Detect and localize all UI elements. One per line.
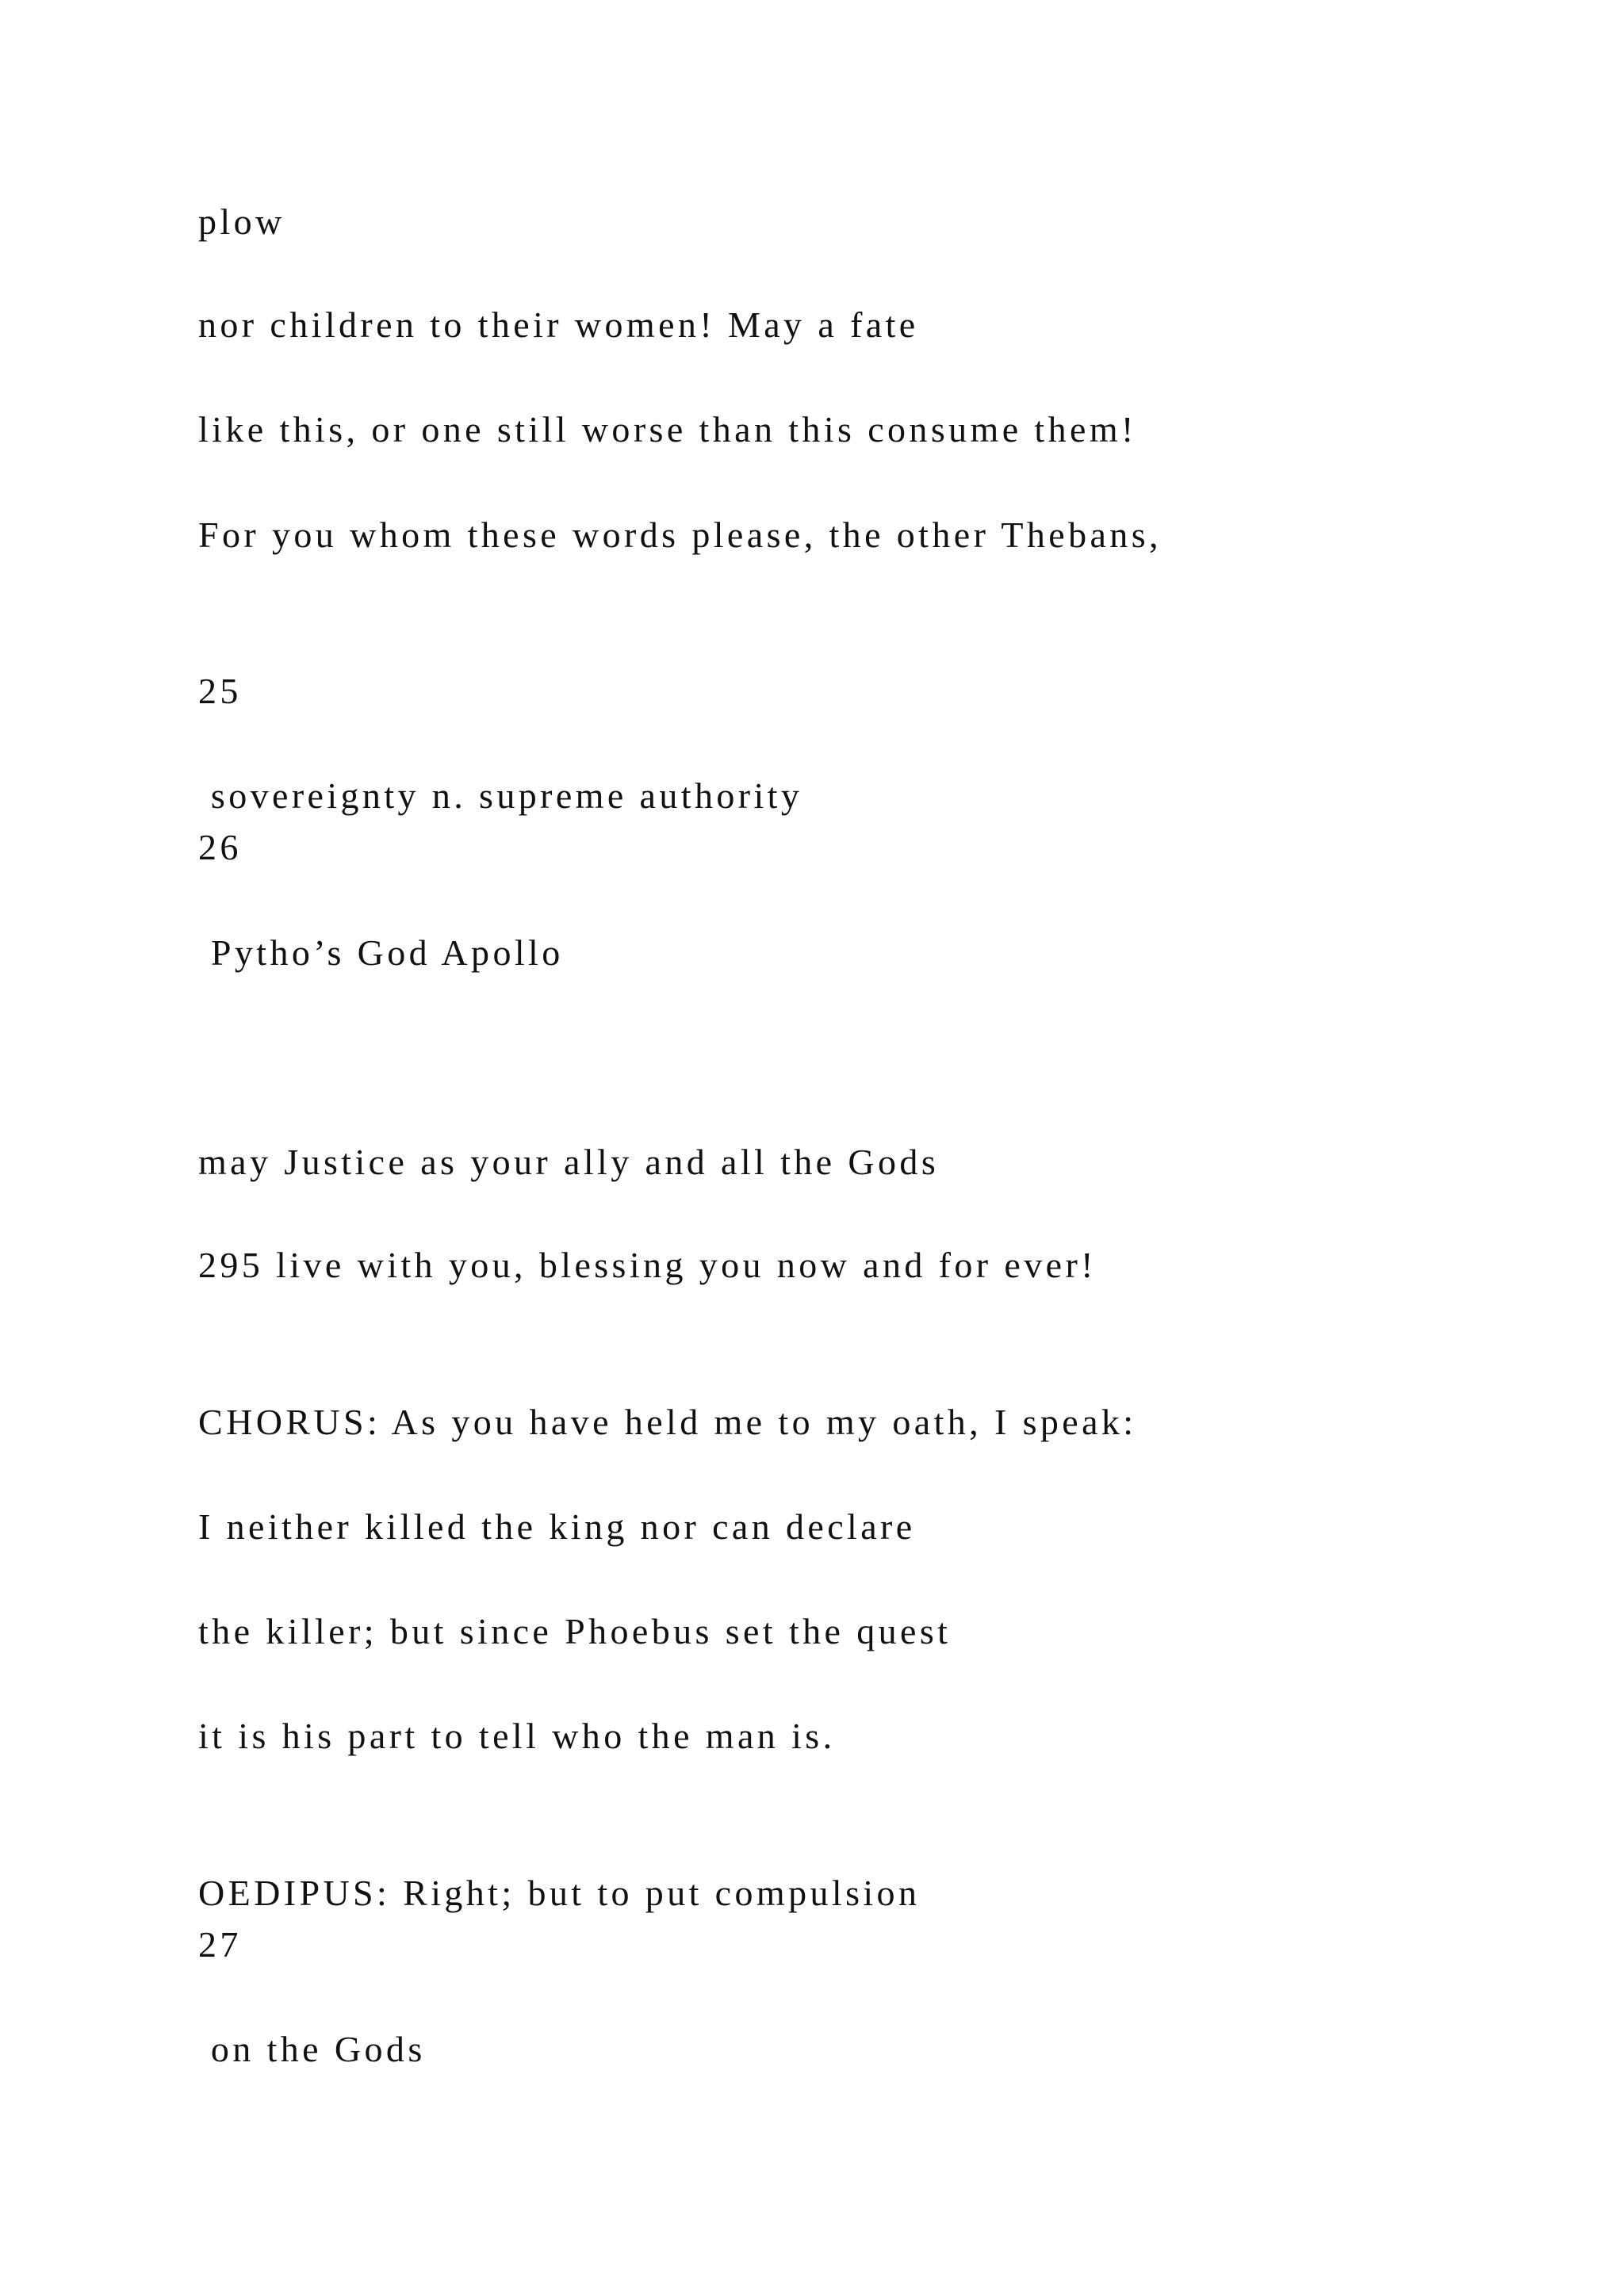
footnote-number: 26 [198, 827, 242, 867]
text-line: CHORUS: As you have held me to my oath, I speak: [198, 1402, 1137, 1442]
text-line: nor children to their women! May a fate [198, 304, 919, 345]
footnote-text: Pytho’s God Apollo [198, 932, 564, 973]
text-line: may Justice as your ally and all the Gods [198, 1142, 940, 1182]
text-line: For you whom these words please, the other Thebans, [198, 515, 1162, 555]
footnote-number: 27 [198, 1924, 242, 1965]
text-line: like this, or one still worse than this consume them! [198, 409, 1137, 450]
text-line: plow [198, 201, 285, 242]
text-line: OEDIPUS: Right; but to put compulsion [198, 1873, 921, 1913]
text-line: I neither killed the king nor can declare [198, 1506, 916, 1547]
text-line: it is his part to tell who the man is. [198, 1716, 836, 1756]
footnote-number: 25 [198, 671, 242, 711]
footnote-text: on the Gods [198, 2029, 426, 2069]
text-line: the killer; but since Phoebus set the quest [198, 1611, 952, 1651]
footnote-text: sovereignty n. supreme authority [198, 775, 803, 816]
text-line: 295 live with you, blessing you now and for ever! [198, 1245, 1097, 1285]
